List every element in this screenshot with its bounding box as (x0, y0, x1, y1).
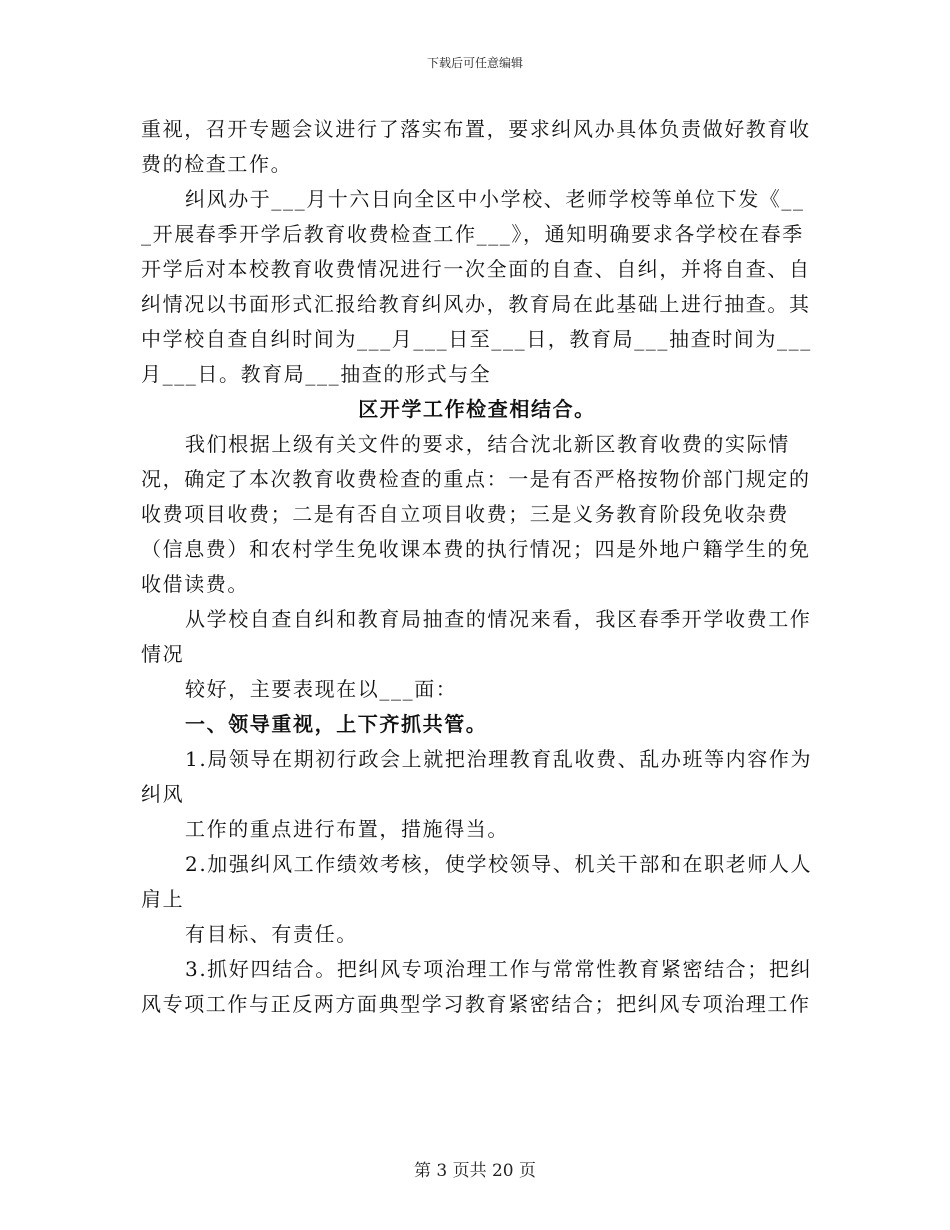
paragraph-5: 较好，主要表现在以___面： (185, 677, 458, 701)
item-1: 1.局领导在期初行政会上就把治理教育乱收费、乱办班等内容作为纠风 (141, 747, 813, 806)
document-body (141, 112, 813, 1022)
paragraph-centered: 区开学工作检查相结合。 (358, 397, 596, 421)
paragraph-2: 纠风办于___月十六日向全区中小学校、老师学校等单位下发《___开展春季开学后教育收费检查工作___》，通知明确要求各学校在春季开学后对本校教育收费情况进行一次全面的自查、自纠，并将自查、自纠情况以书面形式汇报给教育纠风办，教育局在此基础上进行抽查。其中学校自查自纠时间为___月___日至___日，教育局___抽查时间为___月___日。教育局___抽查的形式与全 (141, 187, 812, 386)
paragraph-3: 我们根据上级有关文件的要求，结合沈北新区教育收费的实际情况，确定了本次教育收费检查的重点：一是有否严格按物价部门规定的收费项目收费；二是有否自立项目收费；三是义务教育阶段免收杂费（信息费）和农村学生免收课本费的执行情况；四是外地户籍学生的免收借读费。 (141, 432, 811, 596)
paragraph-4: 从学校自查自纠和教育局抽查的情况来看，我区春季开学收费工作情况 (141, 607, 812, 666)
item-2: 2.加强纠风工作绩效考核，使学校领导、机关干部和在职老师人人肩上 (141, 852, 813, 911)
item-2-continued: 有目标、有责任。 (185, 922, 358, 946)
item-1-continued: 工作的重点进行布置，措施得当。 (185, 817, 509, 841)
paragraph-1: 重视，召开专题会议进行了落实布置，要求纠风办具体负责做好教育收费的检查工作。 (141, 117, 811, 176)
page-footer: 第 3 页共 20 页 (413, 1161, 537, 1181)
section-heading-1: 一、领导重视，上下齐抓共管。 (185, 712, 488, 736)
item-3: 3.抓好四结合。把纠风专项治理工作与常常性教育紧密结合；把纠风专项工作与正反两方面典型学习教育紧密结合；把纠风专项治理工作 (141, 957, 813, 1016)
page-header: 下载后可任意编辑 (426, 56, 523, 70)
